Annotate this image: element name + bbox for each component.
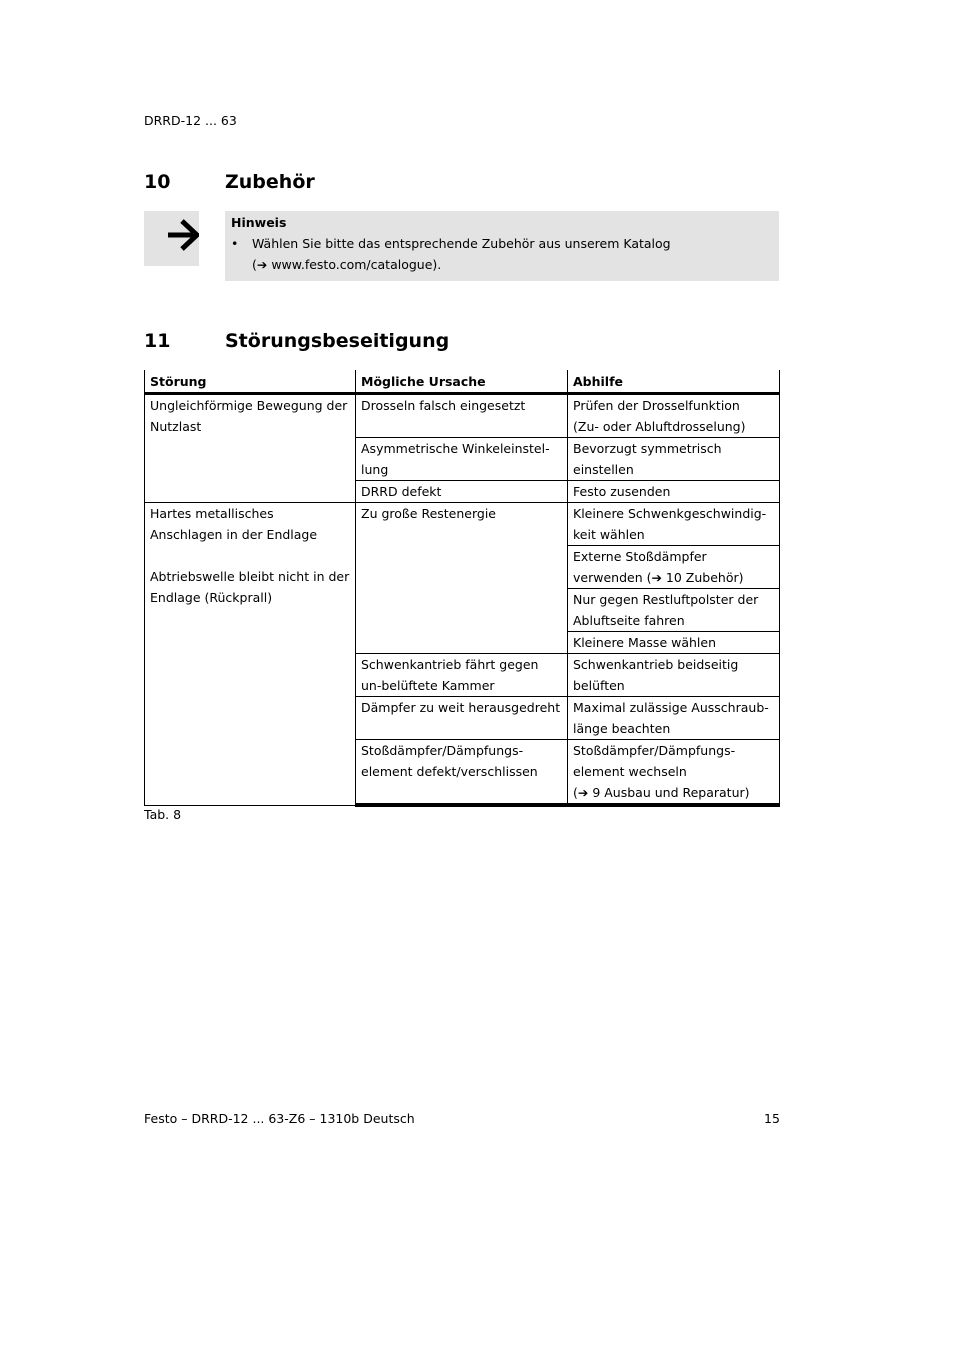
cause-text: DRRD defekt (361, 484, 442, 499)
remedy-text: Festo zusenden (573, 484, 671, 499)
remedy-text: Maximal zulässige Ausschraub-länge beachten (573, 700, 769, 736)
cause-cell (356, 654, 568, 697)
remedy-text: Stoßdämpfer/Dämpfungs-element wechseln (573, 743, 736, 779)
remedy-cell (568, 503, 780, 546)
section-10-number: 10 (144, 171, 171, 193)
troubleshooting-table (144, 370, 780, 807)
note-title: Hinweis (231, 215, 287, 230)
remedy-cell (568, 740, 780, 806)
remedy-text: Kleinere Masse wählen (573, 635, 716, 650)
table-caption: Tab. 8 (144, 807, 182, 822)
remedy-cell (568, 589, 780, 632)
cause-cell (356, 481, 568, 503)
fault-text: Hartes metallisches Anschlagen in der Endlage (150, 506, 318, 542)
footer-page-number: 15 (764, 1111, 780, 1126)
section-10-title: Zubehör (225, 171, 315, 193)
remedy-text: (➔ 9 Ausbau und Reparatur) (573, 785, 750, 800)
remedy-text: Externe Stoßdämpfer verwenden (➔ 10 Zubehör) (573, 549, 744, 585)
fault-text: Ungleichförmige Bewegung der Nutzlast (150, 398, 348, 434)
remedy-cell (568, 654, 780, 697)
cause-text: Stoßdämpfer/Dämpfungs-element defekt/verschlissen (361, 743, 538, 779)
header-cell-fault: Störung (145, 370, 356, 394)
note-box (225, 211, 779, 281)
remedy-text: Schwenkantrieb beidseitig belüften (573, 657, 739, 693)
remedy-cell (568, 632, 780, 654)
cause-text: Drosseln falsch eingesetzt (361, 398, 526, 413)
cause-cell (356, 740, 568, 806)
note-bullet: • (231, 236, 239, 251)
table-header-row (145, 370, 780, 394)
fault-cell (145, 394, 356, 503)
note-text-line-1: Wählen Sie bitte das entsprechende Zubehör aus unserem Katalog (252, 236, 671, 251)
remedy-cell (568, 438, 780, 481)
note-icon-box (144, 211, 199, 266)
header-cell-remedy: Abhilfe (568, 370, 780, 394)
cause-cell (356, 438, 568, 481)
cause-text: Asymmetrische Winkeleinstel-lung (361, 441, 550, 477)
remedy-cell (568, 481, 780, 503)
remedy-text: Bevorzugt symmetrisch einstellen (573, 441, 722, 477)
cause-text: Dämpfer zu weit herausgedreht (361, 700, 561, 715)
remedy-text: Prüfen der Drosselfunktion (573, 398, 740, 413)
remedy-text: (Zu- oder Abluftdrosselung) (573, 419, 746, 434)
remedy-text: Nur gegen Restluftpolster der Abluftseite fahren (573, 592, 759, 628)
remedy-text: Kleinere Schwenkgeschwindig-keit wählen (573, 506, 767, 542)
arrow-right-icon (144, 211, 199, 266)
table-row (145, 394, 780, 438)
remedy-cell (568, 546, 780, 589)
cause-text: Zu große Restenergie (361, 506, 496, 521)
remedy-cell (568, 697, 780, 740)
section-11-number: 11 (144, 330, 171, 352)
header-cell-cause: Mögliche Ursache (356, 370, 568, 394)
section-11-title: Störungsbeseitigung (225, 330, 450, 352)
fault-cell (145, 503, 356, 806)
cause-cell (356, 697, 568, 740)
cause-cell (356, 503, 568, 654)
table-row (145, 503, 780, 546)
cause-text: Schwenkantrieb fährt gegen un-belüftete Kammer (361, 657, 539, 693)
footer-doc-info: Festo – DRRD-12 ... 63-Z6 – 1310b Deutsch (144, 1111, 415, 1126)
fault-text: Abtriebswelle bleibt nicht in der Endlage (Rückprall) (150, 569, 350, 605)
note-text-line-2: (➔ www.festo.com/catalogue). (252, 257, 442, 272)
header-doc-ref: DRRD-12 ... 63 (144, 113, 237, 128)
cause-cell (356, 394, 568, 438)
remedy-cell (568, 394, 780, 438)
